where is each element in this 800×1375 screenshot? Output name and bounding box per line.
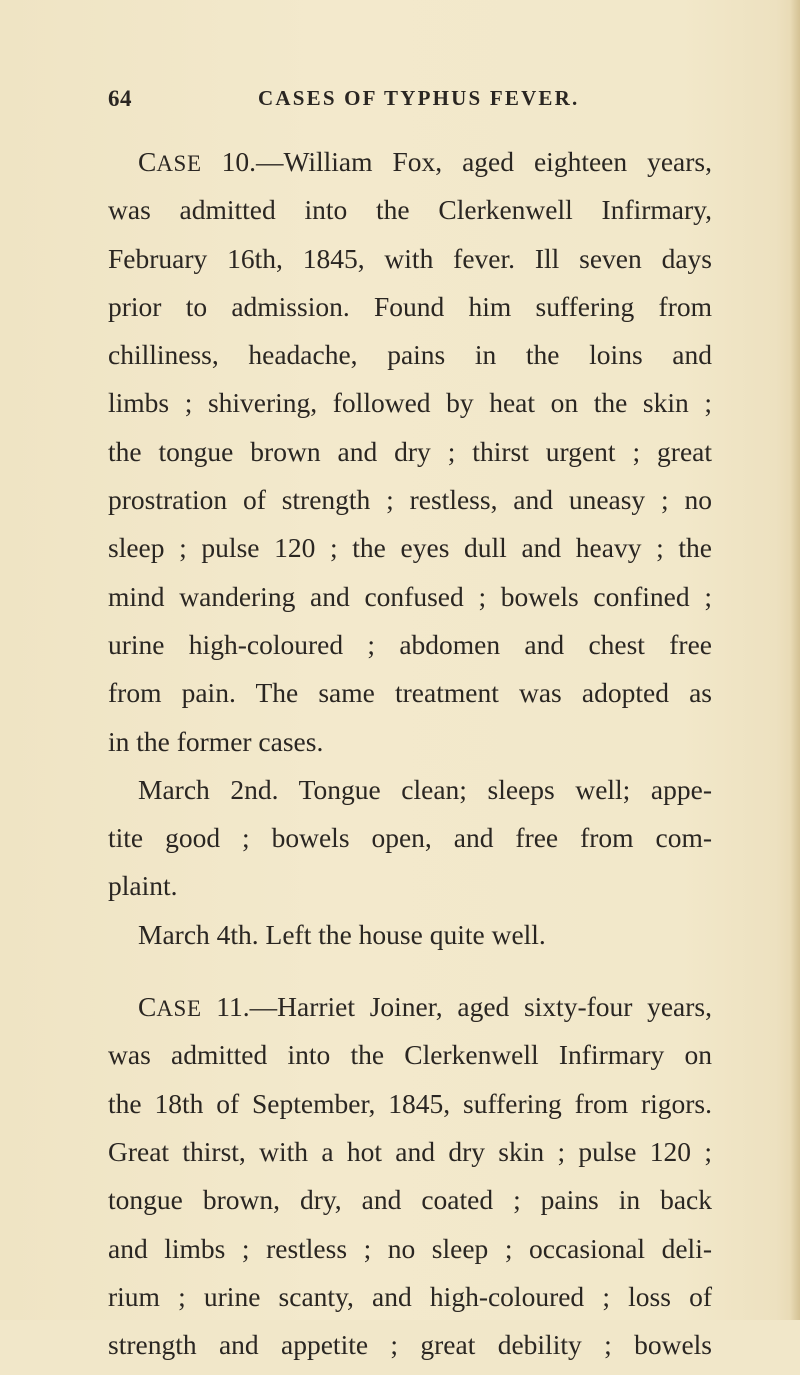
case-10-line: limbs ; shivering, followed by heat on the skin ;	[108, 387, 712, 419]
case-10-line: prostration of strength ; restless, and uneasy ; no	[108, 484, 712, 516]
running-head: CASES OF TYPHUS FEVER.	[258, 86, 580, 110]
case-10-line: the tongue brown and dry ; thirst urgent ; great	[108, 435, 712, 467]
case-10-line: urine high-coloured ; abdomen and chest free	[108, 628, 712, 660]
section-gap	[108, 965, 712, 989]
march-2-line: plaint.	[108, 870, 178, 902]
case-11-line: rium ; urine scanty, and high-coloured ; loss of	[108, 1280, 712, 1312]
case-11-label-initial: C	[138, 991, 157, 1023]
case-10-line: mind wandering and confused ; bowels confined ;	[108, 580, 712, 612]
page-edge-shadow	[790, 0, 800, 1320]
case-11-label-smallcaps: ASE	[156, 996, 202, 1022]
case-10-line-0: 10.—William Fox, aged eighteen years,	[201, 146, 712, 177]
page-header	[108, 86, 712, 116]
case-11-line-0: 11.—Harriet Joiner, aged sixty-four years,	[201, 991, 712, 1023]
case-11-line: Great thirst, with a hot and dry skin ; pulse 120 ;	[108, 1135, 712, 1167]
case-11-line: the 18th of September, 1845, suffering from rigors.	[108, 1087, 712, 1119]
march-2-line: March 2nd. Tongue clean; sleeps well; appe-	[138, 773, 712, 805]
case-11-line: tongue brown, dry, and coated ; pains in back	[108, 1184, 712, 1216]
page-body	[108, 144, 712, 1375]
case-11-line: strength and appetite ; great debility ; bowels	[108, 1329, 712, 1361]
case-11-line: and limbs ; restless ; no sleep ; occasional deli-	[108, 1232, 712, 1264]
case-10-line: from pain. The same treatment was adopted as	[108, 677, 712, 709]
case-10-line: prior to admission. Found him suffering from	[108, 290, 712, 322]
case-10-line: was admitted into the Clerkenwell Infirmary,	[108, 194, 712, 226]
case-10-line: chilliness, headache, pains in the loins and	[108, 339, 712, 371]
case-10-label-smallcaps: ASE	[156, 151, 202, 176]
case-11-line: was admitted into the Clerkenwell Infirmary on	[108, 1039, 712, 1071]
march-2-line: tite good ; bowels open, and free from com-	[108, 822, 712, 854]
case-10-label-initial: C	[138, 146, 157, 177]
case-10-first-line	[108, 144, 712, 192]
case-10-line: sleep ; pulse 120 ; the eyes dull and heavy ; the	[108, 532, 712, 564]
case-10-line: in the former cases.	[108, 725, 324, 757]
case-10-line: February 16th, 1845, with fever. Ill seven days	[108, 242, 712, 274]
page-number: 64	[108, 86, 132, 111]
march-4-line: March 4th. Left the house quite well.	[138, 918, 546, 950]
case-11-first-line	[108, 989, 712, 1037]
